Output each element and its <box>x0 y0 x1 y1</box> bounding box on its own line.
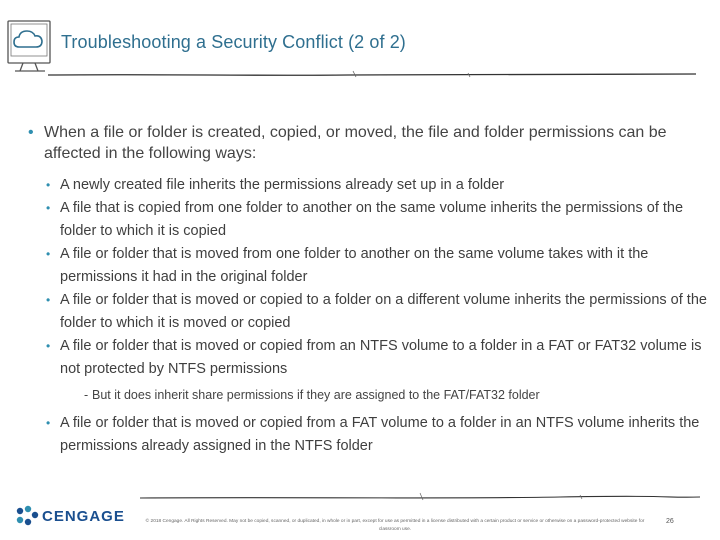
sub-bullet-list-2 <box>28 412 708 458</box>
sub-bullet: • A file or folder that is moved or copied to a folder on a different volume inherits the permissions of the folder to which it is moved or copied <box>28 289 708 335</box>
footer-divider <box>140 488 700 506</box>
bullet-icon: • <box>28 124 34 141</box>
page-number: 26 <box>666 518 674 525</box>
sub-bullet: • A newly created file inherits the permissions already set up in a folder <box>28 174 708 197</box>
bullet-icon: • <box>46 178 51 192</box>
dash-bullet: - <box>84 388 89 402</box>
bullet-icon: • <box>46 201 51 215</box>
sub-bullet-list <box>28 174 708 381</box>
bullet-icon: • <box>46 293 51 307</box>
sub-sub-bullet: - But it does inherit share permissions if they are assigned to the FAT/FAT32 folder <box>84 388 540 402</box>
title-divider <box>48 68 696 82</box>
sub-bullet: • A file that is copied from one folder to another on the same volume inherits the permissions of the folder to which it is copied <box>28 197 708 243</box>
cengage-logo <box>14 504 144 528</box>
copyright-notice: © 2018 Cengage. All Rights Reserved. May not be copied, scanned, or duplicated, in whole or in part, except for use as permitted in a license distributed with a certain product or service or otherwise on a password-protected website for classroom use. <box>145 519 645 532</box>
main-bullet-text: When a file or folder is created, copied, or moved, the file and folder permissions can be affected in the following ways: <box>44 124 667 162</box>
bullet-icon: • <box>46 339 51 353</box>
sub-bullet: • A file or folder that is moved or copied from a FAT volume to a folder in an NTFS volume inherits the permissions already assigned in the NTFS folder <box>28 412 708 458</box>
main-bullet <box>28 122 708 164</box>
cloud-monitor-icon <box>5 17 55 75</box>
slide-title: Troubleshooting a Security Conflict (2 of 2) <box>61 32 406 52</box>
bullet-icon: • <box>46 247 51 261</box>
logo-text: CENGAGE <box>42 508 125 525</box>
cengage-logo-icon <box>17 506 38 525</box>
bullet-icon: • <box>46 416 51 430</box>
sub-bullet: • A file or folder that is moved from one folder to another on the same volume takes with it the permissions it had in the original folder <box>28 243 708 289</box>
slide-content <box>28 122 708 458</box>
sub-bullet: • A file or folder that is moved or copied from an NTFS volume to a folder in a FAT or FAT32 volume is not protected by NTFS permissions <box>28 335 708 381</box>
